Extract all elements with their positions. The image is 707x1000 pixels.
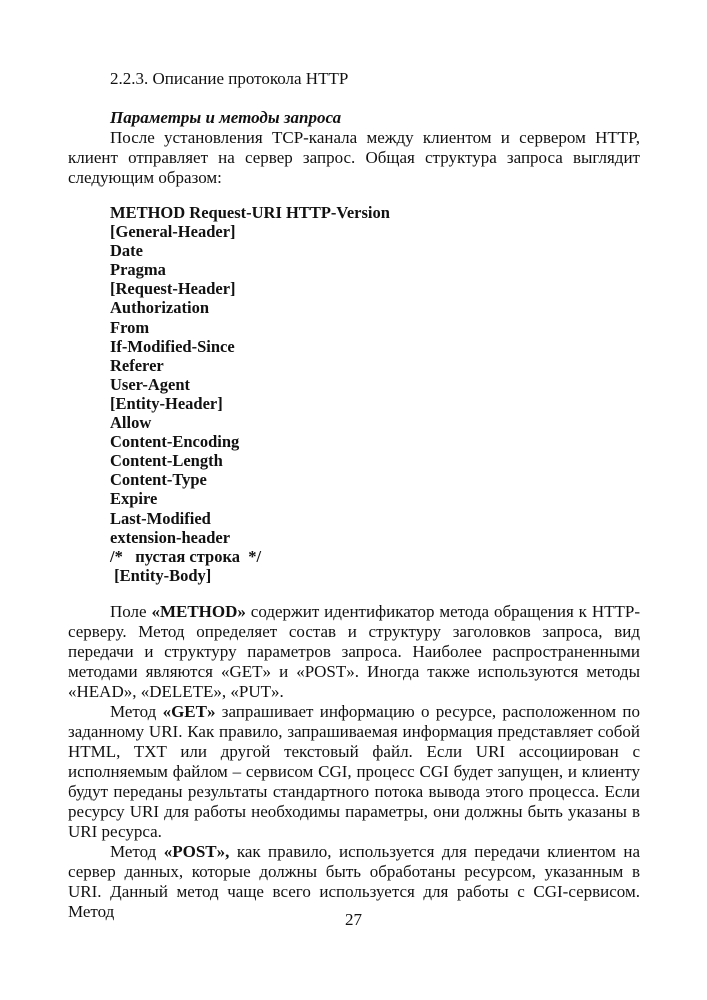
request-line: [General-Header] xyxy=(110,222,236,242)
request-line: Pragma xyxy=(110,260,166,280)
request-line: Referer xyxy=(110,355,164,375)
intro-paragraph: После установления TCP-канала между клиентом и сервером HTTP, клиент отправляет на сервер запрос. Общая структура запроса выглядит следующим образом: xyxy=(68,128,640,187)
method-paragraph-pre: Поле xyxy=(110,602,152,621)
get-paragraph-pre: Метод xyxy=(110,702,163,721)
request-line: Last-Modified xyxy=(110,508,211,528)
request-structure xyxy=(110,203,390,585)
post-paragraph-post: как правило, используется для передачи клиентом на сервер данных, которые должны быть обработаны ресурсом, указанным в URI. Данный метод чаще всего используется для работы с CGI-сервисом. Метод xyxy=(68,842,640,921)
request-line: Date xyxy=(110,241,143,261)
request-line: extension-header xyxy=(110,527,231,547)
request-line: From xyxy=(110,317,150,337)
intro-text-block xyxy=(68,128,640,188)
request-line: METHOD Request-URI HTTP-Version xyxy=(110,203,390,222)
page-number: 27 xyxy=(345,910,362,929)
request-line: [Request-Header] xyxy=(110,279,236,299)
subsection-title: Параметры и методы запроса xyxy=(110,108,342,127)
request-line: If-Modified-Since xyxy=(110,336,235,356)
method-keyword: «METHOD» xyxy=(151,602,246,621)
request-line: Expire xyxy=(110,489,158,509)
section-title: 2.2.3. Описание протокола HTTP xyxy=(110,69,349,88)
request-line: /* пустая строка */ xyxy=(110,546,262,566)
get-paragraph-post: запрашивает информацию о ресурсе, расположенном по заданному URI. Как правило, запрашиваемая информация представляет собой HTML, TXT или другой текстовый файл. Если URI ассоциирован с исполняемым файлом – сервисом CGI, процесс CGI будет запущен, и клиенту будут переданы результаты стандартного потока вывода этого процесса. Если ресурсу URI для работы необходимы параметры, они должны быть указаны в URI ресурса. xyxy=(68,702,640,841)
method-paragraph xyxy=(68,602,640,702)
post-paragraph-pre: Метод xyxy=(110,842,164,861)
request-line: [Entity-Body] xyxy=(110,565,212,585)
request-line: Allow xyxy=(110,413,152,433)
get-keyword: «GET» xyxy=(162,702,216,721)
request-line: Authorization xyxy=(110,298,209,318)
request-line: Content-Encoding xyxy=(110,432,240,452)
request-line: Content-Type xyxy=(110,470,207,490)
body-text-block xyxy=(68,602,640,922)
request-line: Content-Length xyxy=(110,451,223,471)
method-paragraph-post: содержит идентификатор метода обращения к HTTP-серверу. Метод определяет состав и структуру заголовков запроса, вид передачи и структуру параметров запроса. Наиболее распространенными методами являются «GET» и «POST». Иногда также используются методы «HEAD», «DELETE», «PUT». xyxy=(68,602,640,701)
request-line: [Entity-Header] xyxy=(110,393,223,413)
post-keyword: «POST», xyxy=(163,842,230,861)
get-paragraph xyxy=(68,702,640,842)
request-line: User-Agent xyxy=(110,374,191,394)
